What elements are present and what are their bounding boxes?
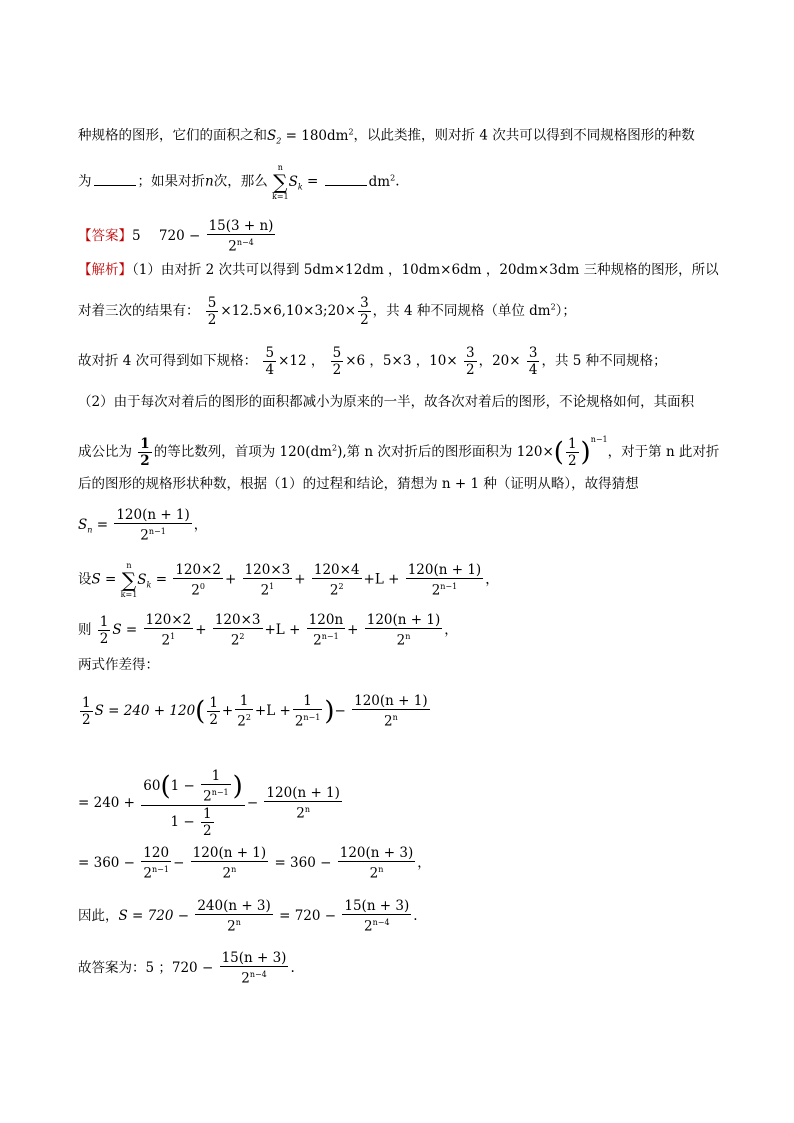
sk-symbol-8: $S_k$ (137, 571, 152, 590)
analysis-text-3e: ，共 5 种不同规格； (541, 353, 667, 369)
geometric-sum-fraction: 60(1 − $\frac{1}{2^{n-1}}$ ) 1 − $\frac{1}{2}$ (143, 768, 243, 839)
intro-text-a: 种规格的图形，它们的面积之和 (78, 127, 267, 144)
analysis-text-3a: 故对折 4 次可得到如下规格： (78, 353, 258, 369)
analysis-text-5a: 成公比为 (78, 444, 132, 460)
answer-blank-1 (94, 185, 136, 186)
intro-text-then: 次，那么 (213, 173, 268, 190)
fraction-half-11: $\frac{1}{2}$ (82, 694, 91, 728)
analysis-text-2a: 对着三次的结果有： (78, 303, 200, 319)
equals-sign: = (302, 173, 323, 190)
analysis-text-13b: = 360 − (274, 854, 332, 871)
analysis-text-5b: 的等比数列，首项为 120 (153, 444, 306, 460)
analysis-line-8: 设S = n ∑ k=1 $S_k$ = $\frac{120\times 2}{2^0}$ + $\frac{120\times 3}{2^1}$ + $\frac{120\times 4}{2^2}$ +L + $\frac{120(n + 1)}{2^{n-1}}$ ， (78, 561, 499, 599)
summation-symbol: n ∑ k=1 (272, 163, 289, 201)
analysis-text-4: （2）由于每次对着后的图形的面积都减小为原来的一半，故各次对着后的图形，不论规格如何，其面积 (78, 394, 695, 410)
analysis-text-14a: 因此， (78, 907, 119, 924)
analysis-line-12: = 240 + 60(1 − $\frac{1}{2^{n-1}}$ ) 1 − $\frac{1}{2}$ − $\frac{120(n + 1)}{2^n}$ (78, 768, 340, 839)
analysis-line-4 (78, 392, 694, 412)
analysis-line-11: $\frac{1}{2}$ S = 240 + 120( $\frac{1}{2}$ + $\frac{1}{2^2}$ +L + $\frac{1}{2^{n-1}}$ )− $\frac{120(n + 1)}{2^n}$ (82, 693, 428, 730)
equals-sign-7: = (92, 516, 113, 533)
fraction-3-2b: $\frac{3}{2}$ (466, 345, 475, 378)
analysis-line-3 (78, 345, 667, 378)
analysis-text-10: 两式作差得： (78, 657, 159, 673)
sk-symbol: $S_k$ (288, 173, 303, 192)
fraction-half-9: $\frac{1}{2}$ (99, 613, 109, 647)
term-n-9: $\frac{120n}{2^{n-1}}$ (308, 612, 344, 649)
fraction-5-2b: $\frac{5}{2}$ (332, 345, 342, 378)
summation-symbol-8: n ∑ k=1 (120, 561, 138, 599)
area-sum-value: = $180dm^2$ (281, 127, 354, 144)
intro-text-d: ，以此类推，则对折 4 次共可以得到不同规格图形的种数 (353, 127, 695, 144)
answer-blank-2 (325, 185, 367, 186)
fraction-5-2: $\frac{5}{2}$ (207, 295, 217, 328)
answer-tag: 【答案】 (78, 227, 132, 244)
final-answer-text: 故答案为：5 ；720 − (78, 959, 214, 976)
term-n1-12: $\frac{120(n + 1)}{2^n}$ (266, 785, 340, 822)
analysis-text-2d: ）； (555, 303, 576, 319)
answer-line (78, 218, 277, 255)
analysis-text-1: （1）由对折 2 次共可以得到 5dm×12dm ，10dm×6dm ，20dm×3dm 三种规格的图形，所以 (132, 262, 719, 278)
term-2-9: $\frac{120\times 3}{2^2}$ (214, 612, 261, 649)
analysis-line-15: 故答案为：5 ；720 − $\frac{15(n + 3)}{2^{n-4}}$ . (78, 950, 295, 987)
analysis-text-8a: 设 (78, 571, 92, 588)
analysis-tag: 【解析】 (78, 262, 132, 278)
analysis-text-5c: (dm (305, 444, 332, 460)
term-n-8: $\frac{120(n + 1)}{2^{n-1}}$ (407, 561, 482, 599)
term-2-8: $\frac{120\times 3}{2^1}$ (244, 561, 291, 599)
analysis-line-7 (78, 507, 207, 544)
analysis-text-3d: ，20× (478, 353, 521, 369)
fraction-1-2-paren: $\frac{1}{2}$ (567, 436, 577, 469)
analysis-line-6 (78, 474, 639, 494)
analysis-line-5: 成公比为 $\frac{1}{2}$ 的等比数列，首项为 $120(dm^2)$,第 n 次对折后的图形面积为 120×( $\frac{1}{2}$ )$^{n-1}$，对于第 n 此对折 (78, 435, 720, 469)
answer-value-1: 5 (132, 227, 141, 244)
analysis-text-6: 后的图形的规格形状种数，根据（1）的过程和结论，猜想为 n + 1 种（证明从略），故得猜想 (78, 476, 639, 492)
sn-fraction: $\frac{120(n + 1)}{2^{n-1}}$ (116, 507, 190, 544)
intro-line-2 (78, 162, 400, 202)
unit-dm2: $dm^2$ (368, 173, 396, 190)
comma-7: ， (193, 516, 208, 533)
intro-text-if: ；如果对折 (137, 173, 205, 190)
analysis-text-13a: = 360 − (78, 854, 135, 871)
analysis-line-14: 因此，S = 720 − $\frac{240(n + 3)}{2^n}$ = 720 − $\frac{15(n + 3)}{2^{n-4}}$ . (78, 898, 418, 935)
fraction-1-2-bold: $\frac{1}{2}$ (140, 436, 150, 469)
analysis-text-3c: ×6 ，5×3 ，10× (345, 353, 458, 369)
term-3-8: $\frac{120\times 4}{2^2}$ (313, 561, 360, 599)
answer-fraction: $\frac{15(3 + n)}{2^{n-4}}$ (208, 218, 274, 255)
equals-sign-8: = (151, 571, 172, 588)
analysis-line-1 (78, 260, 719, 280)
fraction-3-2: $\frac{3}{2}$ (360, 295, 369, 328)
answer-value-2-prefix: 720 − (158, 227, 201, 244)
term-n1-9: $\frac{120(n + 1)}{2^n}$ (366, 612, 441, 649)
analysis-text-14b: S = 720 − (118, 907, 190, 924)
analysis-text-2b: ×12.5×6,10×3;20× (220, 303, 357, 319)
analysis-line-9: 则 $\frac{1}{2}$ S = $\frac{120\times 2}{2^1}$ + $\frac{120\times 3}{2^2}$ +L + $\frac{120n}{2^{n-1}}$ + $\frac{120(n + 1)}{2^n}$ ， (78, 612, 458, 649)
n-variable: n (205, 173, 214, 190)
term-n1-11: $\frac{120(n + 1)}{2^n}$ (354, 693, 428, 730)
analysis-text-12a: = 240 + (78, 794, 135, 811)
analysis-line-13: = 360 − $\frac{120}{2^{n-1}}$ − $\frac{120(n + 1)}{2^n}$ = 360 − $\frac{120(n + 3)}{2^n}$ ， (78, 845, 431, 882)
period: . (395, 173, 400, 190)
analysis-text-5d: ),第 n 次对折后的图形面积为 120× (337, 444, 554, 460)
analysis-line-2: 对着三次的结果有： $\frac{5}{2}$ ×12.5×6,10×3;20× $\frac{3}{2}$ ，共 4 种不同规格（单位 $dm^2$）； (78, 295, 576, 328)
analysis-text-5e: ，对于第 n 此对折 (607, 444, 720, 460)
s-symbol-8: S = (91, 571, 121, 588)
analysis-text-9a: 则 (78, 621, 92, 638)
term-1-9: $\frac{120\times 2}{2^1}$ (145, 612, 192, 649)
analysis-text-3b: ×12 ， (278, 353, 325, 369)
sn-symbol: $S_n$ (78, 516, 93, 535)
intro-text-for: 为 (78, 173, 92, 190)
term-1-8: $\frac{120\times 2}{2^0}$ (175, 561, 221, 599)
analysis-text-11b: S = 240 + 120 (94, 702, 196, 719)
s2-symbol: $S_2$ (267, 127, 282, 146)
final-answer-fraction: $\frac{15(n + 3)}{2^{n-4}}$ (221, 950, 287, 987)
analysis-text-14c: = 720 − (279, 907, 337, 924)
intro-line-1 (78, 122, 695, 151)
analysis-text-2c: ，共 4 种不同规格（单位 dm (372, 303, 551, 319)
analysis-line-10 (78, 655, 159, 675)
fraction-3-4: $\frac{3}{4}$ (528, 345, 538, 378)
fraction-5-4: $\frac{5}{4}$ (265, 345, 275, 378)
